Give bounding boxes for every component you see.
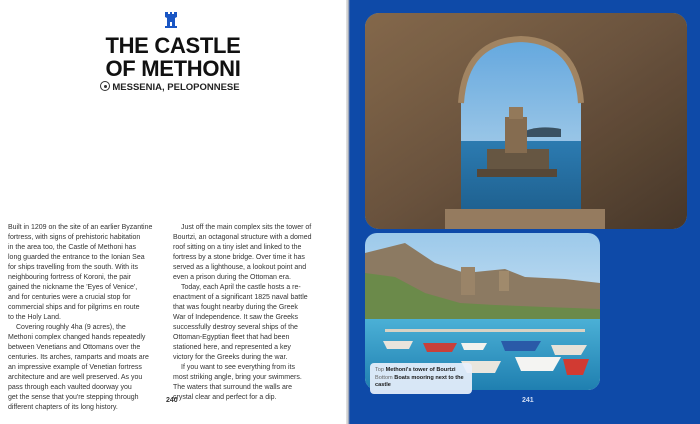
text-line: to the Holy Land. xyxy=(8,314,61,321)
photo-caption xyxy=(370,363,472,394)
text-line: between Venetians and Ottomans over the xyxy=(8,344,141,351)
text-line: fortress, with signs of prehistoric habitation xyxy=(8,234,141,241)
text-line: in the area too, the Castle of Methoni has xyxy=(8,244,137,251)
text-line: and for centuries were a crucial stop for xyxy=(8,294,131,301)
text-line: Built in 1209 on the site of an earlier Byzantine xyxy=(8,224,153,231)
text-line: that was fought nearby during the Greek xyxy=(173,304,298,311)
location-label: MESSENIA, PELOPONNESE xyxy=(112,82,240,93)
text-line: Just off the main complex sits the tower of xyxy=(181,224,312,231)
text-line: long guarded the entrance to the Ionian Sea xyxy=(8,254,145,261)
title-line-1: THE CASTLE xyxy=(105,33,241,58)
left-page xyxy=(0,0,348,424)
text-line: enactment of a significant 1825 naval battle xyxy=(173,294,308,301)
text-line: neighbouring fortress of Koroni, the pair xyxy=(8,274,131,281)
text-line: different chapters of its long history. xyxy=(8,404,118,411)
page-number-left: 240 xyxy=(166,397,178,404)
text-line: even a prison during the Ottoman era. xyxy=(173,274,291,281)
caption-bottom-key: Bottom xyxy=(375,374,393,381)
text-line: for ships travelling from the south. With its xyxy=(8,264,138,271)
title-line-2: OF METHONI xyxy=(105,56,241,81)
text-line: roof sitting on a tiny islet and linked to the xyxy=(173,244,302,251)
body-column-2 xyxy=(173,223,333,403)
text-line: crystal clear and perfect for a dip. xyxy=(173,394,277,401)
text-line: pass through each vaulted doorway you xyxy=(8,384,132,391)
caption-bottom-text: Boats mooring next to the castle xyxy=(375,374,464,388)
body-column-1 xyxy=(8,223,168,413)
text-line: gained the nickname the 'Eyes of Venice', xyxy=(8,284,138,291)
text-line: victory for the Greeks during the war. xyxy=(173,354,288,361)
text-line: centuries. Its arches, ramparts and moats are xyxy=(8,354,149,361)
text-line: Bourtzi, an octagonal structure with a domed xyxy=(173,234,312,241)
text-line: Ottoman-Egyptian fleet that had been xyxy=(173,334,290,341)
castle-tower-icon xyxy=(164,12,178,28)
text-line: get the sense that you're stepping through xyxy=(8,394,139,401)
text-line: most striking angle, bring your swimmers. xyxy=(173,374,302,381)
text-line: Covering roughly 4ha (9 acres), the xyxy=(16,324,126,331)
photo-bourtzi-archway xyxy=(365,13,687,229)
location-line xyxy=(20,81,320,93)
page-title xyxy=(18,34,328,80)
caption-top xyxy=(375,367,467,375)
caption-top-key: Top xyxy=(375,367,385,373)
text-line: architecture and are well preserved. As you xyxy=(8,374,143,381)
text-line: served as a lighthouse, a lookout point and xyxy=(173,264,307,271)
page-number-right: 241 xyxy=(522,397,534,404)
caption-top-text: Methoni's tower of Bourtzi xyxy=(385,367,456,373)
text-line: If you want to see everything from its xyxy=(181,364,295,371)
text-line: stationed here, and represented a key xyxy=(173,344,291,351)
text-line: successfully destroy several ships of the xyxy=(173,324,298,331)
text-line: Today, each April the castle hosts a re- xyxy=(181,284,301,291)
text-line: War of Independence. It saw the Greeks xyxy=(173,314,299,321)
text-line: fortress by a stone bridge. Over time it has xyxy=(173,254,305,261)
text-line: an impressive example of Venetian fortress xyxy=(8,364,142,371)
text-line: The waters that surround the walls are xyxy=(173,384,293,391)
location-pin-icon xyxy=(100,81,110,91)
text-line: commercial ships and for pilgrims en route xyxy=(8,304,140,311)
caption-bottom xyxy=(375,375,467,390)
text-line: Methoni complex changed hands repeatedly xyxy=(8,334,146,341)
